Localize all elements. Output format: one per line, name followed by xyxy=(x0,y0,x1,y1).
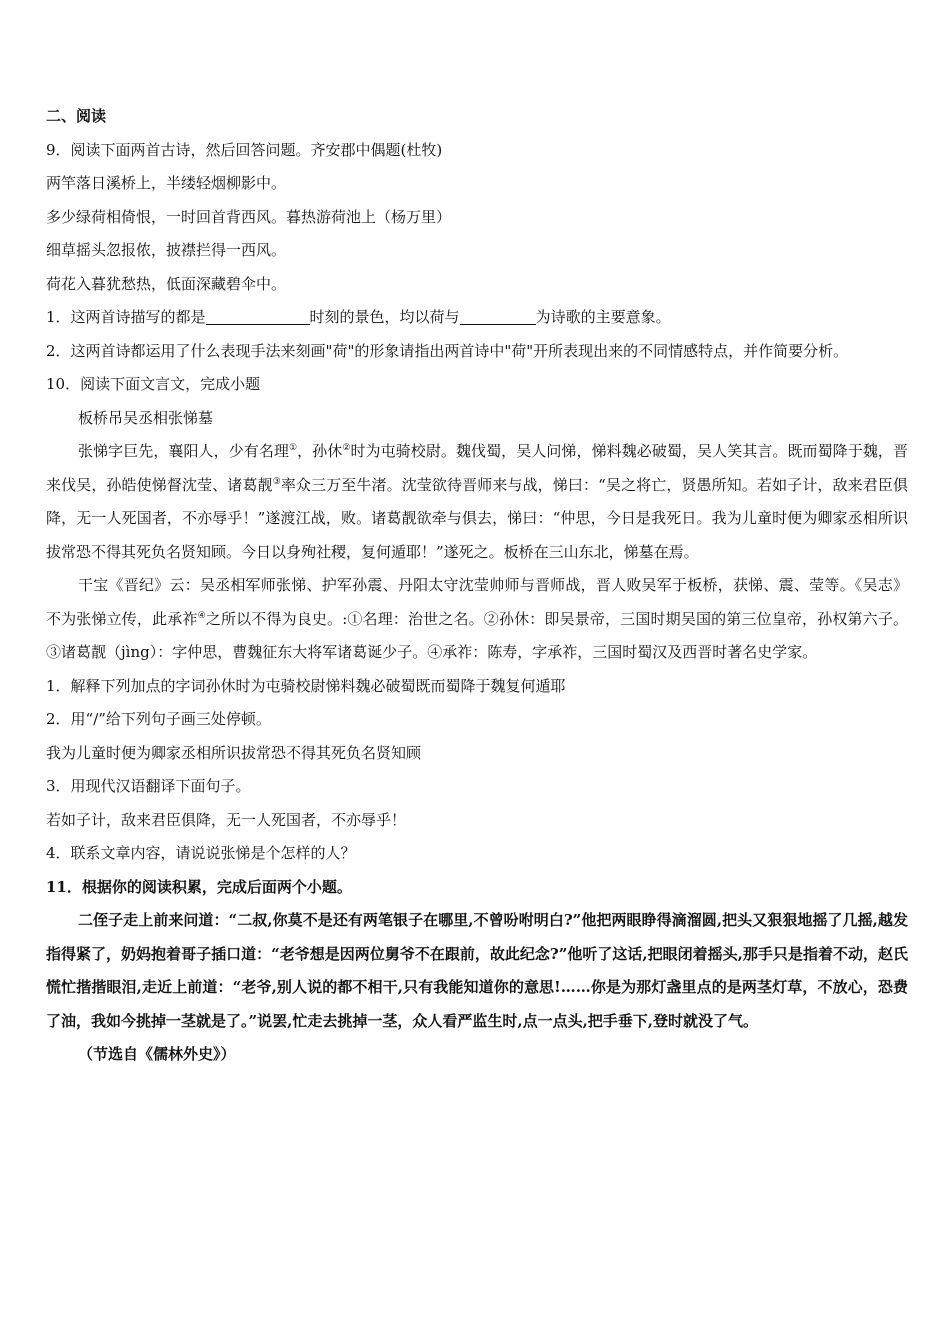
poem-line: 荷花入暮犹愁热，低面深藏碧伞中。 xyxy=(46,274,287,293)
passage-text: 张悌字巨先，襄阳人，少有名理 xyxy=(78,442,289,460)
q10-sub3-text: 若如子计，敌来君臣俱降，无一人死国者，不亦辱乎！ xyxy=(46,810,407,829)
footnote-mark: ④ xyxy=(197,610,206,621)
q9-sub2: 2．这两首诗都运用了什么表现手法来刻画"荷"的形象请指出两首诗中"荷"开所表现出来的不同情感特点，并作简要分析。 xyxy=(46,341,849,360)
poem-line: 细草摇头忽报侬，披襟拦得一西风。 xyxy=(46,241,287,259)
q10-stem: 10．阅读下面文言文，完成小题 xyxy=(46,375,261,393)
q9-sub1-text: 时刻的景色，均以荷与 xyxy=(309,308,460,326)
poem-line: 两竿落日溪桥上，半缕轻烟柳影中。 xyxy=(46,174,287,192)
q9-stem: 9．阅读下面两首古诗，然后回答问题。齐安郡中偶题(杜牧) xyxy=(46,140,443,159)
passage-text: 率众三万至牛渚。沈莹欲待晋师来与战，悌曰：“吴之将亡，贤愚所知。若如子计，敌来君臣俱降，无一人死国者，不亦辱乎！”遂渡江战，败。诸葛靓欲牵与俱去，悌曰：“仲思，今日是我死日。我为儿童时便为卿家丞相所识拔常恐不得其死负名贤知顾。今日以身殉社稷，复何遁耶！”遂死之。板桥在三山东北，悌墓在焉。 xyxy=(46,475,908,561)
footnote-mark: ① xyxy=(288,443,298,453)
q9-sub1-text: 为诗歌的主要意象。 xyxy=(535,308,671,326)
q9-sub1-text: 1．这两首诗描写的都是 xyxy=(46,308,206,326)
passage-title: 板桥吊吴丞相张悌墓 xyxy=(78,408,214,427)
answer-blank[interactable] xyxy=(206,308,310,325)
passage-text: 时为屯骑校尉。魏伐蜀，吴人问悌，悌料魏必破蜀，吴人笑其言。既而蜀降于魏，晋来伐吴，孙皓使悌督沈莹、诸葛靓 xyxy=(46,442,908,494)
q10-sub3: 3．用现代汉语翻译下面句子。 xyxy=(46,777,251,795)
footnote-mark: ② xyxy=(342,443,351,453)
passage-text: ，孙休 xyxy=(297,442,343,460)
poem-line: 多少绿荷相倚恨，一时回首背西风。暮热游荷池上（杨万里） xyxy=(46,207,452,226)
passage-text: 之所以不得为良史。:①名理：治世之名。②孙休：即吴景帝，三国时期吴国的第三位皇帝，孙权第六子。③诸葛靓（jìng）：字仲思，曹魏征东大将军诸葛诞少子。④承祚：陈寿，字承祚，三国时蜀汉及西晋时著名史学家。 xyxy=(46,609,908,661)
q9-sub1 xyxy=(46,301,908,335)
q11-stem: 11．根据你的阅读积累，完成后面两个小题。 xyxy=(46,877,352,896)
section-heading: 二、阅读 xyxy=(46,107,107,125)
q10-sub4: 4．联系文章内容，请说说张悌是个怎样的人？ xyxy=(46,844,356,862)
q10-sub1: 1．解释下列加点的字词孙休时为屯骑校尉悌料魏必破蜀既而蜀降于魏复何遁耶 xyxy=(46,676,566,695)
passage-text: 干宝《晋纪》云：吴丞相军师张悌、护军孙震、丹阳太守沈莹帅师与晋师战，晋人败吴军于板桥，获悌、震、莹等。《吴志》不为张悌立传，此承祚 xyxy=(46,576,908,628)
passage-paragraph xyxy=(46,435,908,569)
q11-passage: 二侄子走上前来问道：“二叔,你莫不是还有两笔银子在哪里,不曾吩咐明白?”他把两眼睁得滴溜圆,把头又狠狠地摇了几摇,越发指得紧了，奶妈抱着哥子插口道：“老爷想是因两位舅爷不在跟前，故此纪念?”他听了这话,把眼闭着摇头,那手只是指着不动，赵氏慌忙揩揩眼泪,走近上前道：“老爷,别人说的都不相干,只有我能知道你的意思!……你是为那灯盏里点的是两茎灯草，不放心，恐费了油，我如今挑掉一茎就是了。”说罢,忙走去挑掉一茎，众人看严监生时,点一点头,把手垂下,登时就没了气。 xyxy=(46,911,908,1030)
answer-blank[interactable] xyxy=(460,308,536,325)
document-page xyxy=(46,100,908,1072)
q11-source: （节选自《儒林外史》） xyxy=(78,1045,236,1063)
passage-paragraph xyxy=(46,569,908,670)
footnote-mark: ③ xyxy=(272,476,281,487)
q10-sub2: 2．用“/”给下列句子画三处停顿。 xyxy=(46,710,271,728)
q10-sub2-text: 我为儿童时便为卿家丞相所识拔常恐不得其死负名贤知顾 xyxy=(46,743,422,762)
